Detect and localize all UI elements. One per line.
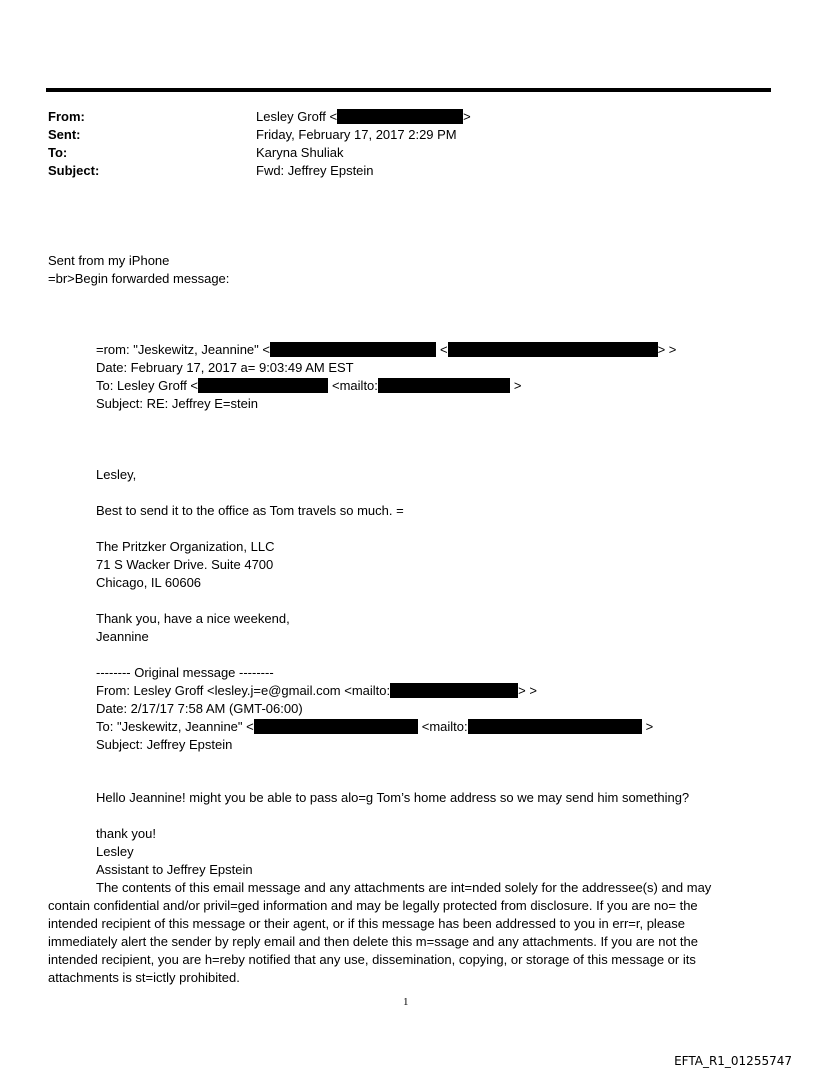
orig-to-prefix: To: "Jeskewitz, Jeannine" < bbox=[96, 719, 254, 734]
redaction-block bbox=[448, 342, 658, 357]
orig-to-line bbox=[96, 718, 653, 736]
intro-line-1: Sent from my iPhone bbox=[48, 253, 170, 268]
redaction-block bbox=[198, 378, 328, 393]
redaction-block bbox=[337, 109, 463, 124]
disclaimer-line-4: immediately alert the sender by reply email and then delete this m=ssage and any attachments. If you are not the bbox=[48, 934, 699, 949]
from-label: From: bbox=[48, 109, 85, 124]
fwd-from-line bbox=[96, 341, 676, 359]
document-id: EFTA_R1_01255747 bbox=[674, 1054, 792, 1068]
original-separator: -------- Original message -------- bbox=[96, 665, 274, 680]
fwd-subject-line: Subject: RE: Jeffrey E=stein bbox=[96, 396, 258, 411]
orig-from-end: > > bbox=[518, 683, 537, 698]
fwd-to-line bbox=[96, 377, 522, 395]
reply-closing-2: Jeannine bbox=[96, 629, 149, 644]
reply-body: Best to send it to the office as Tom travels so much. = bbox=[96, 503, 404, 518]
orig-title: Assistant to Jeffrey Epstein bbox=[96, 862, 253, 877]
from-value bbox=[256, 108, 471, 126]
sent-value: Friday, February 17, 2017 2:29 PM bbox=[256, 127, 457, 142]
org-line-2: 71 S Wacker Drive. Suite 4700 bbox=[96, 557, 274, 572]
orig-to-mailto: <mailto: bbox=[421, 719, 468, 734]
disclaimer-line-6: attachments is st=ictly prohibited. bbox=[48, 970, 240, 985]
orig-name: Lesley bbox=[96, 844, 134, 859]
to-label: To: bbox=[48, 145, 68, 160]
disclaimer-line-5: intended recipient, you are h=reby notified that any use, dissemination, copying, or storage of this message or its bbox=[48, 952, 696, 967]
disclaimer-line-1: The contents of this email message and any attachments are int=nded solely for the addressee(s) and may bbox=[96, 880, 712, 895]
redaction-block bbox=[270, 342, 436, 357]
orig-from-prefix: From: Lesley Groff <lesley.j=e@gmail.com <mailto: bbox=[96, 683, 391, 698]
redaction-block bbox=[390, 683, 518, 698]
subject-label: Subject: bbox=[48, 163, 100, 178]
reply-closing-1: Thank you, have a nice weekend, bbox=[96, 611, 290, 626]
org-line-1: The Pritzker Organization, LLC bbox=[96, 539, 275, 554]
page-number: 1 bbox=[403, 996, 409, 1008]
orig-body: Hello Jeannine! might you be able to pass alo=g Tom’s home address so we may send him something? bbox=[96, 790, 690, 805]
redaction-block bbox=[378, 378, 510, 393]
reply-greeting: Lesley, bbox=[96, 467, 137, 482]
to-value: Karyna Shuliak bbox=[256, 145, 344, 160]
orig-from-line bbox=[96, 682, 537, 700]
orig-date-line: Date: 2/17/17 7:58 AM (GMT-06:00) bbox=[96, 701, 303, 716]
intro-line-2: =br>Begin forwarded message: bbox=[48, 271, 230, 286]
orig-subject-line: Subject: Jeffrey Epstein bbox=[96, 737, 233, 752]
orig-thanks: thank you! bbox=[96, 826, 156, 841]
from-name: Lesley Groff < bbox=[256, 109, 338, 124]
org-line-3: Chicago, IL 60606 bbox=[96, 575, 202, 590]
subject-value: Fwd: Jeffrey Epstein bbox=[256, 163, 374, 178]
orig-to-end: > bbox=[645, 719, 654, 734]
fwd-from-end: > > bbox=[657, 342, 677, 357]
fwd-to-end: > bbox=[513, 378, 522, 393]
disclaimer-line-2: contain confidential and/or privil=ged information and may be legally protected from disclosure. If you are no= the bbox=[48, 898, 698, 913]
sent-label: Sent: bbox=[48, 127, 81, 142]
fwd-from-prefix: =rom: "Jeskewitz, Jeannine" < bbox=[96, 342, 270, 357]
header-rule bbox=[46, 88, 771, 92]
redaction-block bbox=[254, 719, 418, 734]
fwd-to-prefix: To: Lesley Groff < bbox=[96, 378, 199, 393]
fwd-to-mailto: <mailto: bbox=[332, 378, 378, 393]
fwd-date-line: Date: February 17, 2017 a= 9:03:49 AM EST bbox=[96, 360, 354, 375]
disclaimer-line-3: intended recipient of this message or their agent, or if this message has been addressed to you in err=r, please bbox=[48, 916, 686, 931]
redaction-block bbox=[468, 719, 642, 734]
fwd-from-mid: < bbox=[439, 342, 448, 357]
from-end: > bbox=[463, 109, 471, 124]
